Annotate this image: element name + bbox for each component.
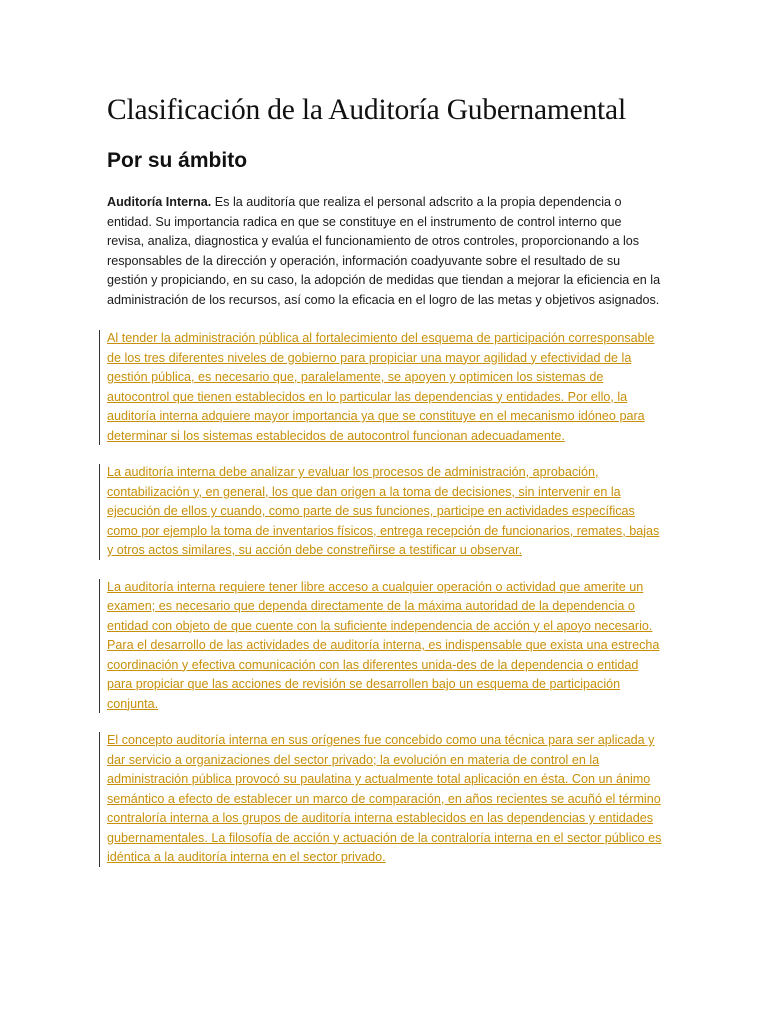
quoted-paragraph-2[interactable]: La auditoría interna debe analizar y evaluar los procesos de administración, aprobación, contabilización y, en general, los que dan origen a la toma de decisiones, sin intervenir en la ejecución de ellos y cuando, como parte de sus funciones, participe en actividades específicas como por ejemplo la toma de inventarios físicos, entrega recepción de funcionarios, remates, bajas y otros actos similares, su acción debe constreñirse a testificar u observar. xyxy=(107,463,662,561)
quoted-paragraph-3[interactable]: La auditoría interna requiere tener libre acceso a cualquier operación o actividad que amerite un examen; es necesario que dependa directamente de la máxima autoridad de la dependencia o entidad con objeto de que cuente con la suficiente independencia de acción y el apoyo necesario. Para el desarrollo de las actividades de auditoría interna, es indispensable que exista una estrecha coordinación y efectiva comunicación con las diferentes unida-des de la dependencia o entidad para propiciar que las acciones de revisión se desarrollen bajo un esquema de participación conjunta. xyxy=(107,578,662,715)
section-heading: Por su ámbito xyxy=(107,149,248,172)
intro-body-text: Es la auditoría que realiza el personal adscrito a la propia dependencia o entidad. Su importancia radica en que se constituye en el instrumento de control interno que revisa, analiza, diagnostica y evalúa el funcionamiento de otros controles, proporcionando a los responsables de la dirección y operación, información coadyuvante sobre el resultado de su gestión y propiciando, en su caso, la adopción de medidas que tiendan a mejorar la eficiencia en la administración de los recursos, así como la eficacia en el logro de las metas y objetivos asignados. xyxy=(107,195,661,307)
intro-lead-term: Auditoría Interna. xyxy=(107,195,212,209)
document-page xyxy=(107,92,662,868)
quoted-paragraph-1[interactable]: Al tender la administración pública al fortalecimiento del esquema de participación corresponsable de los tres diferentes niveles de gobierno para propiciar una mayor agilidad y efectividad de la gestión pública, es necesario que, paralelamente, se apoyen y optimicen los sistemas de autocontrol que tienen establecidos en lo particular las dependencias y entidades. Por ello, la auditoría interna adquiere mayor importancia ya que se constituye en el mecanismo idóneo para determinar si los sistemas establecidos de autocontrol funcionan adecuadamente. xyxy=(107,329,662,446)
intro-paragraph xyxy=(107,193,662,310)
quoted-paragraph-4[interactable]: El concepto auditoría interna en sus orígenes fue concebido como una técnica para ser aplicada y dar servicio a organizaciones del sector privado; la evolución en materia de control en la administración pública provocó su paulatina y actualmente total aplicación en ésta. Con un ánimo semántico a efecto de establecer un marco de comparación, en años recientes se acuñó el término contraloría interna a los grupos de auditoría interna establecidos en las dependencias y entidades gubernamentales. La filosofía de acción y actuación de la contraloría interna en el sector público es idéntica a la auditoría interna en el sector privado. xyxy=(107,731,662,868)
page-title: Clasificación de la Auditoría Gubernamental xyxy=(107,94,626,126)
